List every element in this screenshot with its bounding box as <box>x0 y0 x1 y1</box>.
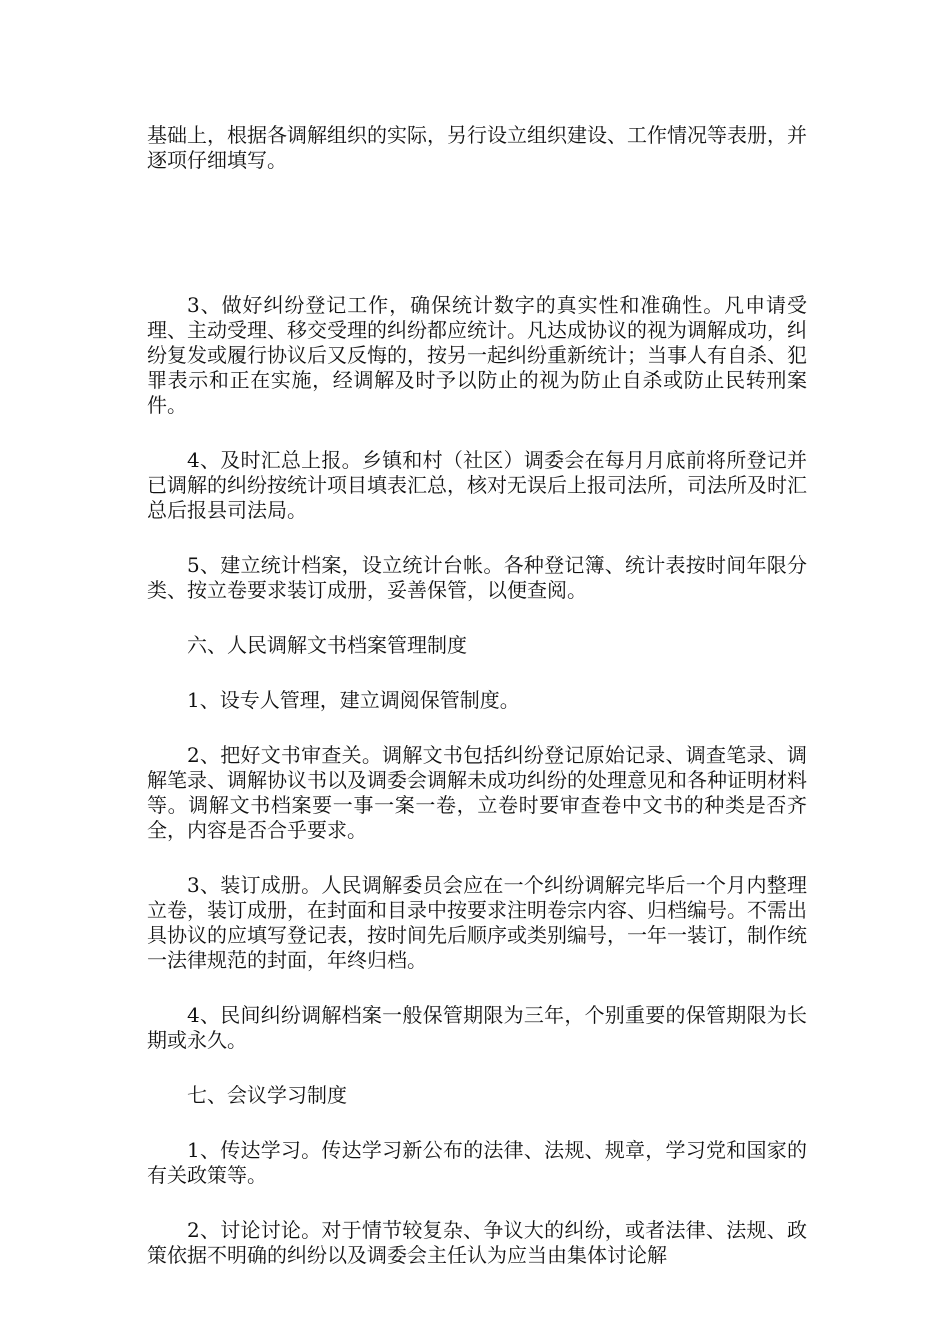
item-archive-3: 3、装订成册。人民调解委员会应在一个纠纷调解完毕后一个月内整理立卷，装订成册，在封面和目录中按要求注明卷宗内容、归档编号。不需出具协议的应填写登记表，按时间先后顺序或类别编号，一年一装订，制作统一法律规范的封面，年终归档。 <box>147 873 807 972</box>
item-archive-2: 2、把好文书审查关。调解文书包括纠纷登记原始记录、调查笔录、调解笔录、调解协议书以及调委会调解未成功纠纷的处理意见和各种证明材料等。调解文书档案要一事一案一卷，立卷时要审查卷中文书的种类是否齐全，内容是否合乎要求。 <box>147 743 807 842</box>
item-archive-1: 1、设专人管理，建立调阅保管制度。 <box>187 688 520 712</box>
item-archive-4: 4、民间纠纷调解档案一般保管期限为三年，个别重要的保管期限为长期或永久。 <box>147 1003 807 1052</box>
item-meeting-2: 2、讨论讨论。对于情节较复杂、争议大的纠纷，或者法律、法规、政策依据不明确的纠纷以及调委会主任认为应当由集体讨论解 <box>147 1218 807 1267</box>
item-stat-registration: 3、做好纠纷登记工作，确保统计数字的真实性和准确性。凡申请受理、主动受理、移交受理的纠纷都应统计。凡达成协议的视为调解成功，纠纷复发或履行协议后又反悔的，按另一起纠纷重新统计；当事人有自杀、犯罪表示和正在实施，经调解及时予以防止的视为防止自杀或防止民转刑案件。 <box>147 293 807 417</box>
main-block <box>147 293 807 1298</box>
section-heading-archive-management: 六、人民调解文书档案管理制度 <box>187 633 467 657</box>
section-heading-meeting-study: 七、会议学习制度 <box>187 1083 347 1107</box>
continuation-paragraph: 基础上，根据各调解组织的实际，另行设立组织建设、工作情况等表册，并逐项仔细填写。 <box>147 123 807 172</box>
item-stat-report: 4、及时汇总上报。乡镇和村（社区）调委会在每月月底前将所登记并已调解的纠纷按统计项目填表汇总，核对无误后上报司法所，司法所及时汇总后报县司法局。 <box>147 448 807 522</box>
item-meeting-1: 1、传达学习。传达学习新公布的法律、法规、规章，学习党和国家的有关政策等。 <box>147 1138 807 1187</box>
top-block <box>147 123 807 203</box>
item-stat-archive: 5、建立统计档案，设立统计台帐。各种登记簿、统计表按时间年限分类、按立卷要求装订成册，妥善保管，以便查阅。 <box>147 553 807 602</box>
